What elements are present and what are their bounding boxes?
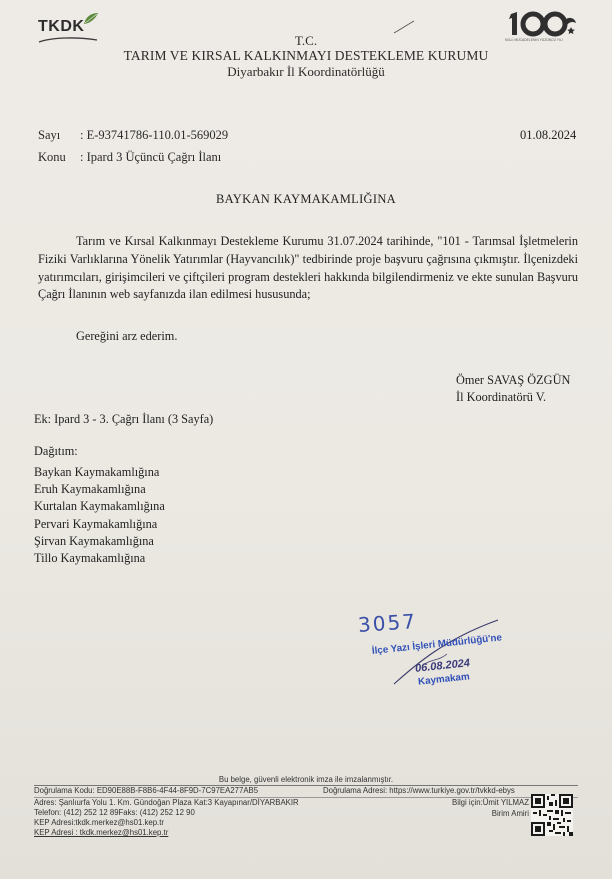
header-institution: TARIM VE KIRSAL KALKINMAYI DESTEKLEME KURUMU [123, 48, 489, 63]
footer-address: Adres: Şanlıurfa Yolu 1. Km. Gündoğan Plaza Kat:3 Kayapınar/DİYARBAKIR [34, 798, 299, 807]
qr-code-icon [531, 794, 573, 836]
list-item: Eruh Kaymakamlığına [34, 482, 146, 497]
konu-row [38, 150, 221, 165]
pen-mark-icon [393, 20, 415, 34]
list-item: Pervari Kaymakamlığına [34, 516, 158, 531]
footer-kep-2: KEP Adresi : tkdk.merkez@hs01.kep.tr [34, 828, 169, 837]
konu-value: : Ipard 3 Üçüncü Çağrı İlanı [80, 150, 222, 164]
tkdk-logo-text: TKDK [38, 18, 85, 35]
signatory-title: İl Koordinatörü V. [456, 390, 547, 404]
footer-kep-1: KEP Adresi:tkdk.merkez@hs01.kep.tr [34, 818, 164, 827]
document-date: 01.08.2024 [520, 128, 577, 142]
footer-contact [34, 798, 299, 838]
sayi-row [38, 128, 228, 143]
addressee: BAYKAN KAYMAKAMLIĞINA [215, 192, 397, 206]
stamp-office-line: İlçe Yazı İşleri Müdürlüğü'ne [371, 632, 503, 657]
sayi-value: : E-93741786-110.01-569029 [80, 128, 229, 142]
header-tc: T.C. [294, 33, 318, 48]
contact-title: Birim Amiri [491, 809, 529, 818]
leaf-icon [82, 12, 100, 26]
list-item: Kurtalan Kaymakamlığına [34, 499, 165, 514]
distribution-list [34, 464, 165, 567]
distribution-heading: Dağıtım: [34, 444, 78, 458]
verification-code: Doğrulama Kodu: ED90E88B-F8B6-4F44-8F9D-7C97EA277AB5 [34, 786, 259, 795]
sayi-label: Sayı [38, 128, 61, 142]
handwritten-number: 3057 [357, 608, 418, 638]
header-office: Diyarbakır İl Koordinatörlüğü [227, 64, 385, 79]
stamp-kaymakam: Kaymakam [417, 671, 471, 688]
verification-address[interactable]: Doğrulama Adresi: https://www.turkiye.gov.tr/tvkkd-ebys [323, 786, 515, 795]
list-item: Şirvan Kaymakamlığına [34, 533, 154, 548]
konu-label: Konu [38, 150, 66, 164]
esign-note: Bu belge, güvenli elektronik imza ile imzalanmıştır. [218, 775, 394, 784]
footer-phone: Telefon: (412) 252 12 89Faks: (412) 252 12 90 [34, 808, 195, 817]
closing-line: Gereğini arz ederim. [76, 329, 178, 343]
footer-contact-person [419, 797, 529, 819]
attachment-line: Ek: Ipard 3 - 3. Çağrı İlanı (3 Sayfa) [34, 412, 214, 426]
body-paragraph: Tarım ve Kırsal Kalkınmayı Destekleme Kurumu 31.07.2024 tarihinde, "101 - Tarımsal İşletmelerin Fiziki Varlıklarına Yönelik Yatırımlar (Hayvancılık)" tedbirinde proje başvuru çağrısına çıkmıştır. İlçenizdeki yatırımcıları, girişimcileri ve çiftçileri program destekleri hakkında bilgilendirmeniz ve ekte sunulan Başvuru Çağrı İlanının web sayfanızda ilan edilmesi hususunda; [38, 234, 578, 302]
list-item: Baykan Kaymakamlığına [34, 465, 160, 479]
list-item: Tillo Kaymakamlığına [34, 551, 146, 566]
stamp-date: 06.08.2024 [414, 657, 471, 675]
centennial-tagline: MİLLİ MÜCADELENİN YÜZÜNCÜ YILI [505, 38, 563, 42]
contact-person: Bilgi için:Ümit YILMAZ [452, 798, 529, 807]
signatory-name: Ömer SAVAŞ ÖZGÜN [456, 373, 571, 387]
